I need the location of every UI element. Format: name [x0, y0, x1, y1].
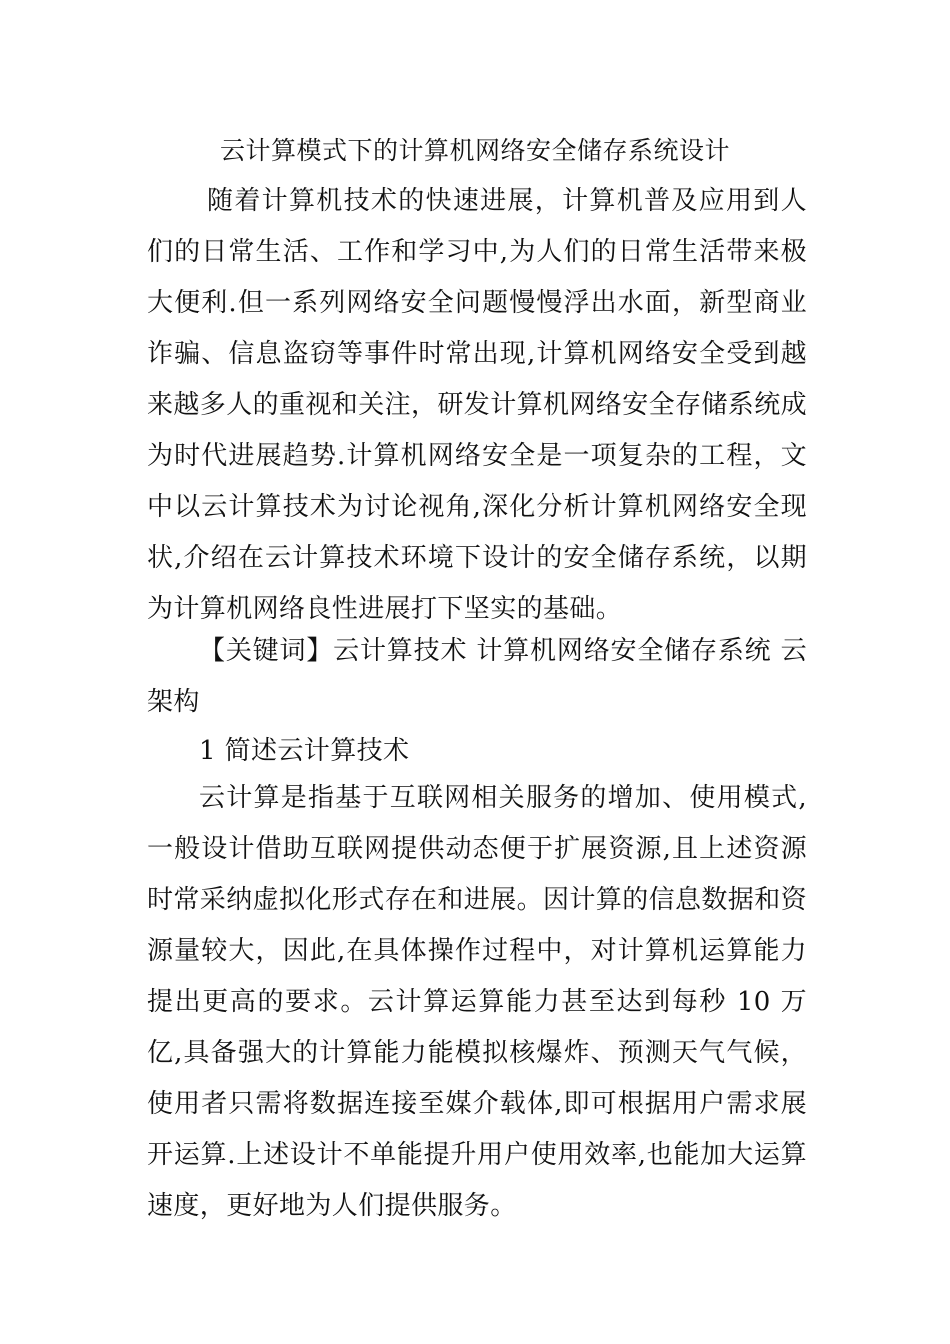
intro-paragraph: 随着计算机技术的快速进展，计算机普及应用到人们的日常生活、工作和学习中,为人们的日常生活带来极大便利.但一系列网络安全问题慢慢浮出水面，新型商业诈骗、信息盗窃等事件时常出现,计算机网络安全受到越来越多人的重视和关注，研发计算机网络安全存储系统成为时代进展趋势.计算机网络安全是一项复杂的工程，文中以云计算技术为讨论视角,深化分析计算机网络安全现状,介绍在云计算技术环境下设计的安全储存系统，以期为计算机网络良性进展打下坚实的基础。 — [147, 186, 808, 624]
keywords-paragraph: 【关键词】云计算技术 计算机网络安全储存系统 云架构 — [147, 636, 807, 717]
section-heading: 1 简述云计算技术 — [199, 736, 410, 766]
document-title: 云计算模式下的计算机网络安全储存系统设计 — [219, 136, 730, 165]
section-paragraph: 云计算是指基于互联网相关服务的增加、使用模式,一般设计借助互联网提供动态便于扩展资源,且上述资源时常采纳虚拟化形式存在和进展。因计算的信息数据和资源量较大，因此,在具体操作过程中，对计算机运算能力提出更高的要求。云计算运算能力甚至达到每秒 10 万亿,具备强大的计算能力能模拟核爆炸、预测天气气候，使用者只需将数据连接至媒介载体,即可根据用户需求展开运算.上述设计不单能提升用户使用效率,也能加大运算速度，更好地为人们提供服务。 — [147, 783, 808, 1221]
